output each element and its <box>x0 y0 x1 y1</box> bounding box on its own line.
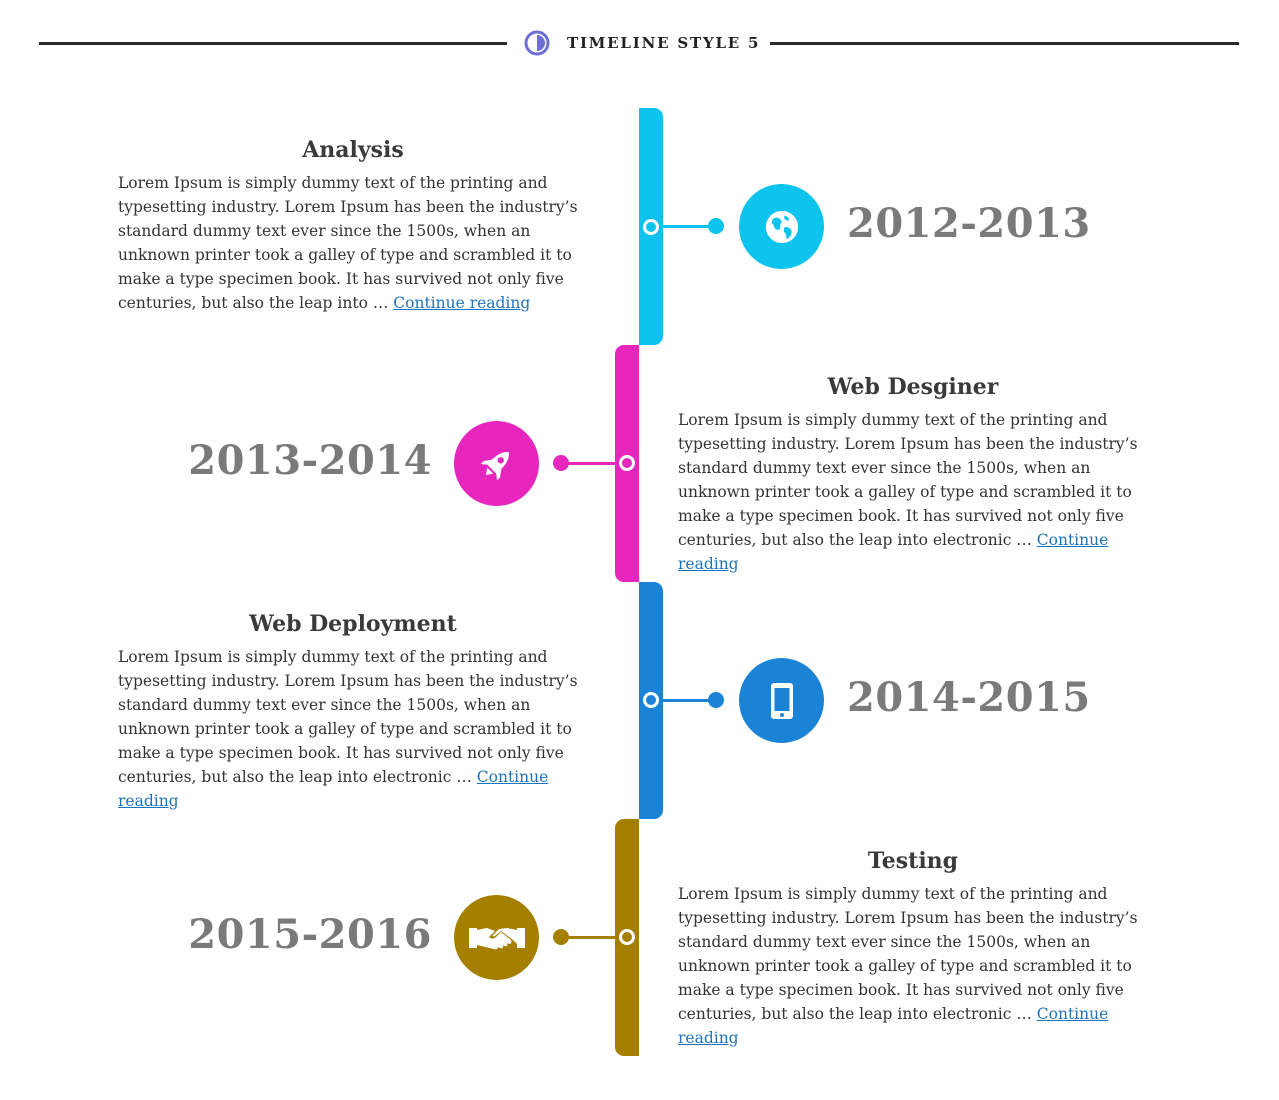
page-title: TIMELINE STYLE 5 <box>567 34 761 52</box>
globe-icon <box>739 184 824 269</box>
header-divider-right <box>770 42 1239 45</box>
half-circle-icon <box>524 30 550 56</box>
timeline-dot-1 <box>708 218 724 234</box>
event-title-2: Web Desginer <box>827 374 999 400</box>
event-text-3 <box>118 645 588 813</box>
continue-reading-link-3[interactable]: Continue reading <box>118 768 549 810</box>
year-label-3: 2014-2015 <box>847 674 1091 721</box>
event-title-1: Analysis <box>302 137 404 163</box>
year-label-4: 2015-2016 <box>188 911 432 958</box>
event-title-4: Testing <box>867 848 959 874</box>
year-label-2: 2013-2014 <box>188 437 432 484</box>
event-text-4 <box>678 882 1148 1050</box>
timeline-node-4 <box>619 929 635 945</box>
timeline-connector-4 <box>566 936 618 939</box>
event-description-4: Lorem Ipsum is simply dummy text of the printing and typesetting industry. Lorem Ipsum has been the industry’s standard dummy text ever since the 1500s, when an unknown printer took a galley of type and scrambled it to make a type specimen book. It has survived not only five centuries, but also the leap into electronic … <box>678 885 1138 1023</box>
timeline-connector-2 <box>566 462 618 465</box>
event-description-3: Lorem Ipsum is simply dummy text of the printing and typesetting industry. Lorem Ipsum has been the industry’s standard dummy text ever since the 1500s, when an unknown printer took a galley of type and scrambled it to make a type specimen book. It has survived not only five centuries, but also the leap into electronic … <box>118 648 578 786</box>
timeline-card-2 <box>678 372 1148 576</box>
timeline-node-3 <box>643 692 659 708</box>
mobile-phone-icon <box>739 658 824 743</box>
timeline-card-3 <box>118 609 588 813</box>
event-description-2: Lorem Ipsum is simply dummy text of the printing and typesetting industry. Lorem Ipsum has been the industry’s standard dummy text ever since the 1500s, when an unknown printer took a galley of type and scrambled it to make a type specimen book. It has survived not only five centuries, but also the leap into electronic … <box>678 411 1138 549</box>
event-text-1 <box>118 171 588 315</box>
timeline-connector-1 <box>659 225 711 228</box>
event-title-3: Web Deployment <box>249 611 457 637</box>
handshake-icon <box>454 895 539 980</box>
timeline-node-1 <box>643 219 659 235</box>
header-divider-left <box>39 42 507 45</box>
continue-reading-link-2[interactable]: Continue reading <box>678 531 1109 573</box>
rocket-icon <box>454 421 539 506</box>
event-text-2 <box>678 408 1148 576</box>
timeline-dot-2 <box>553 455 569 471</box>
continue-reading-link-1[interactable]: Continue reading <box>393 294 531 312</box>
timeline-dot-3 <box>708 692 724 708</box>
timeline-card-1 <box>118 135 588 315</box>
year-label-1: 2012-2013 <box>847 200 1091 247</box>
event-description-1: Lorem Ipsum is simply dummy text of the printing and typesetting industry. Lorem Ipsum has been the industry’s standard dummy text ever since the 1500s, when an unknown printer took a galley of type and scrambled it to make a type specimen book. It has survived not only five centuries, but also the leap into … <box>118 174 578 312</box>
timeline-dot-4 <box>553 929 569 945</box>
timeline-connector-3 <box>659 699 711 702</box>
timeline-node-2 <box>619 455 635 471</box>
timeline-card-4 <box>678 846 1148 1050</box>
continue-reading-link-4[interactable]: Continue reading <box>678 1005 1109 1047</box>
